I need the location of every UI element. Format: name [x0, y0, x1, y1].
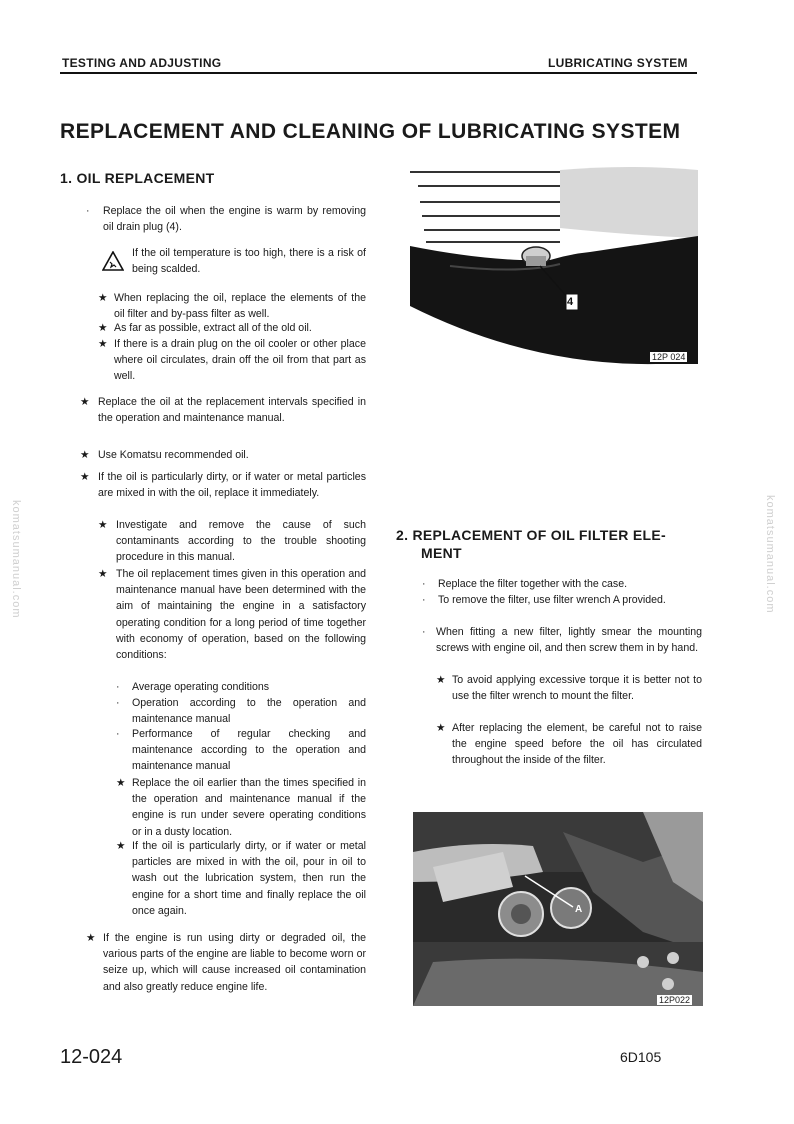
s2-bullet-3: · When fitting a new filter, lightly smear the mounting screws with engine oil, and then screw them in by hand.	[422, 626, 702, 655]
star-icon: ★	[116, 840, 126, 852]
s1-star-4: ★ Replace the oil at the replacement intervals specified in the operation and maintenance manual.	[80, 396, 366, 425]
page-number: 12-024	[60, 1046, 123, 1068]
s1-star-1: ★ When replacing the oil, replace the elements of the oil filter and by-pass filter as well.	[98, 292, 366, 321]
header-left: TESTING AND ADJUSTING	[62, 56, 222, 70]
oil-pan-illustration	[410, 166, 698, 372]
figure-filter-wrench-photo	[413, 812, 703, 1006]
watermark-right: komatsumanual.com	[764, 495, 776, 614]
s2-bullet-2: · To remove the filter, use filter wrench A provided.	[422, 594, 666, 606]
star-icon: ★	[116, 777, 126, 789]
star-icon: ★	[436, 674, 446, 686]
section2-heading: 2. REPLACEMENT OF OIL FILTER ELE- MENT	[396, 527, 666, 561]
s1-star-6a: ★ Investigate and remove the cause of such contaminants according to the trouble shooting procedure in this manual.	[98, 519, 366, 564]
star-icon: ★	[80, 449, 90, 461]
header-rule	[60, 72, 697, 74]
s1-star-2: ★ As far as possible, extract all of the old oil.	[98, 320, 366, 336]
s1-star-5: ★ Use Komatsu recommended oil.	[80, 447, 366, 463]
star-icon: ★	[436, 722, 446, 734]
s2-star-2: ★ After replacing the element, be careful not to raise the engine speed before the oil has circulated throughout the inside of the filter.	[436, 722, 702, 767]
star-icon: ★	[98, 322, 108, 334]
star-icon: ★	[80, 471, 90, 483]
warning-block: If the oil temperature is too high, there is a risk of being scalded.	[102, 245, 366, 277]
header-right: LUBRICATING SYSTEM	[548, 56, 688, 70]
watermark-left: komatsumanual.com	[10, 500, 22, 619]
s1-star-6c: ★ Replace the oil earlier than the times specified in the operation and maintenance manual if the engine is run under severe operating conditions or in a dusty location.	[116, 777, 366, 838]
condition-3: · Performance of regular checking and maintenance according to the operation and maintenance manual	[116, 728, 366, 773]
s2-star-1: ★ To avoid applying excessive torque it is better not to use the filter wrench to mount the filter.	[436, 674, 702, 703]
figure2-callout: A	[575, 904, 583, 915]
figure1-code: 12P 024	[652, 352, 686, 362]
s2-bullet-1: · Replace the filter together with the case.	[422, 578, 628, 590]
star-icon: ★	[98, 338, 108, 350]
figure2-code: 12P022	[659, 995, 691, 1005]
section1-heading: 1. OIL REPLACEMENT	[60, 170, 215, 186]
figure-oil-drain-plug	[410, 166, 698, 372]
s1-star-7: ★ If the engine is run using dirty or degraded oil, the various parts of the engine are liable to become worn or seize up, which will cause increased oil contamination and also greatly reduce engine life.	[86, 932, 366, 993]
engine-photo	[413, 812, 703, 1006]
page-title: REPLACEMENT AND CLEANING OF LUBRICATING SYSTEM	[60, 120, 681, 143]
s1-star-3: ★ If there is a drain plug on the oil cooler or other place where oil circulates, drain off the oil from that part as well.	[98, 338, 366, 383]
star-icon: ★	[98, 519, 108, 531]
condition-2: · Operation according to the operation and maintenance manual	[116, 697, 366, 726]
warning-icon	[102, 251, 124, 271]
star-icon: ★	[86, 932, 96, 944]
condition-1: · Average operating conditions	[116, 681, 270, 693]
s1-star-6: ★ If the oil is particularly dirty, or if water or metal particles are mixed in with the oil, replace it immediately.	[80, 471, 366, 500]
s1-bullet-1: · Replace the oil when the engine is warm by removing oil drain plug (4).	[86, 205, 366, 234]
star-icon: ★	[98, 568, 108, 580]
star-icon: ★	[98, 292, 108, 304]
figure1-callout: 4	[567, 296, 574, 308]
s1-star-6b: ★ The oil replacement times given in this operation and maintenance manual have been determined with the aim of maintaining the engine in a satisfactory operating condition for a long period of time together with economy of operation, based on the following conditions:	[98, 568, 366, 662]
star-icon: ★	[80, 396, 90, 408]
s1-star-6d: ★ If the oil is particularly dirty, or if water or metal particles are mixed in with the oil, pour in oil to wash out the lubrication system, then run the engine for a short time and finally replace the oil once again.	[116, 840, 366, 917]
model-code: 6D105	[620, 1049, 662, 1065]
